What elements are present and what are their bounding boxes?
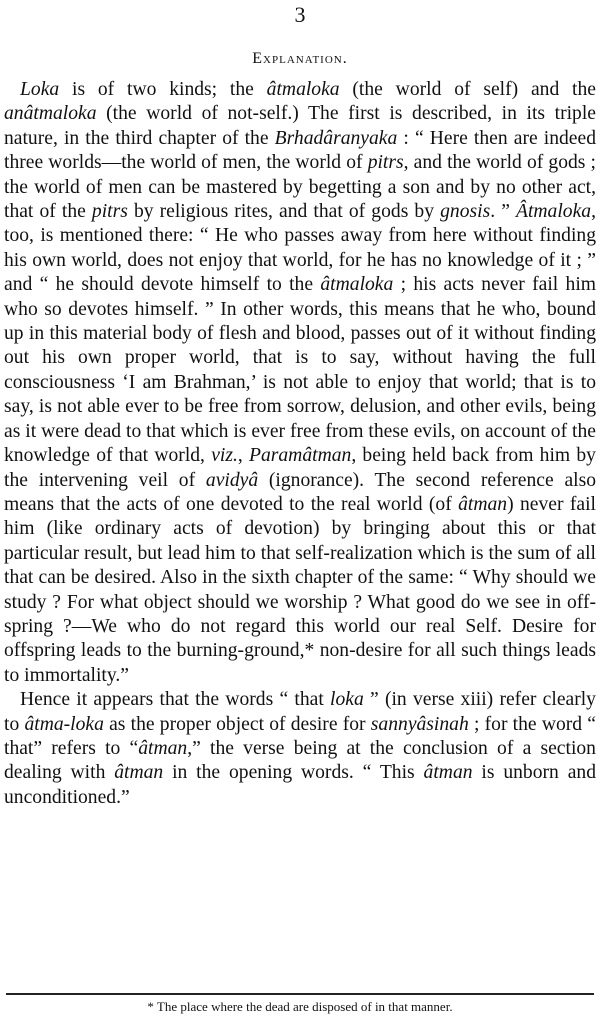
text-segment: (the world of not-self.) The first is described, in its triple nature, in the third chapter of the [4, 103, 596, 149]
italic-term: âtman [423, 762, 473, 784]
italic-term: gnosis [440, 201, 491, 223]
paragraph-1 [4, 78, 596, 688]
text-segment: is of two kinds; the [59, 79, 267, 100]
text-segment: ) never fail him (like ordinary acts of devotion) by bringing about this or that particular result, but lead him to that self-realization which is the sum of all that can be desired. Also in the sixth chapter of the same: “ Why should we study ? For what object should we worship ? What good do we see in off-spring ?—We who do not regard this world our real Self. Desire for offspring leads to the burning-ground,* non-desire for all such things leads to immortality.” [4, 493, 596, 686]
text-segment: (the world of self) and the [339, 79, 596, 100]
paragraph-2 [4, 688, 596, 810]
italic-term: âtman [458, 493, 508, 515]
text-segment: , and the world of gods ; the world of men can be mastered by begetting a son and by no other act, that of the [4, 152, 597, 223]
body-text [4, 78, 596, 810]
text-segment: (ignorance). The second reference also means that the acts of one devoted to the real world (of [4, 469, 597, 515]
italic-term: sannyâsinah [370, 713, 469, 735]
page-number: 3 [294, 2, 306, 27]
text-segment: : “ Here then are indeed three worlds—the world of men, the world of [4, 127, 596, 174]
text-segment: , too, is mentioned there: “ He who passes away from here without finding his own world, does not enjoy that world, for he has no knowledge of it ; ” and “ he should devote himself to the [4, 201, 596, 296]
text-segment: , being held back from him by the intervening veil of [4, 445, 596, 491]
italic-term: Loka [20, 79, 60, 100]
text-segment: . ” [490, 201, 516, 223]
text-segment: ; his acts never fail him who so devotes himself. ” In other words, this means that he who, bound up in this material body of flesh and blood, passes out of it without finding out his own proper world, that is to say, without having the full consciousness ‘I am Brahman,’ is not able to enjoy that world; that is to say, is not able ever to be free from sorrow, delusion, and other evils, being as it were dead to that which is ever free from these evils, on account of the knowledge of that world, [4, 274, 597, 467]
italic-term: âtmaloka [320, 274, 394, 296]
text-segment: by religious rites, and that of gods by [127, 201, 441, 223]
italic-term: pitrs [367, 152, 404, 174]
italic-term: Paramâtman [248, 445, 352, 467]
text-segment: as the proper object of desire for [103, 713, 371, 735]
text-segment: ” (in verse xiii) refer clearly to [4, 689, 596, 735]
text-segment: , [237, 445, 249, 467]
italic-term: Brhadâranyaka [274, 127, 398, 149]
italic-term: âtma-loka [24, 713, 104, 735]
section-heading: Explanation. [252, 50, 348, 67]
text-segment: is unborn and unconditioned.” [4, 762, 596, 808]
footnote-rule [6, 993, 594, 995]
text-segment: ,” the verse being at the conclusion of a section dealing with [4, 737, 596, 784]
italic-term: avidyâ [205, 469, 259, 491]
italic-term: âtman [114, 762, 164, 784]
italic-term: pitrs [91, 201, 128, 223]
italic-term: anâtmaloka [4, 103, 97, 125]
italic-term: viz. [211, 445, 238, 467]
italic-term: âtmaloka [266, 79, 340, 100]
text-segment: in the opening words. “ This [163, 762, 424, 784]
footnote: * The place where the dead are disposed of in that manner. [147, 999, 453, 1014]
italic-term: Âtmaloka [516, 201, 592, 223]
italic-term: âtman [138, 737, 188, 759]
text-segment: Hence it appears that the words “ that [20, 689, 331, 711]
text-segment: ; for the word “ that” refers to “ [4, 713, 596, 759]
italic-term: loka [330, 689, 364, 711]
